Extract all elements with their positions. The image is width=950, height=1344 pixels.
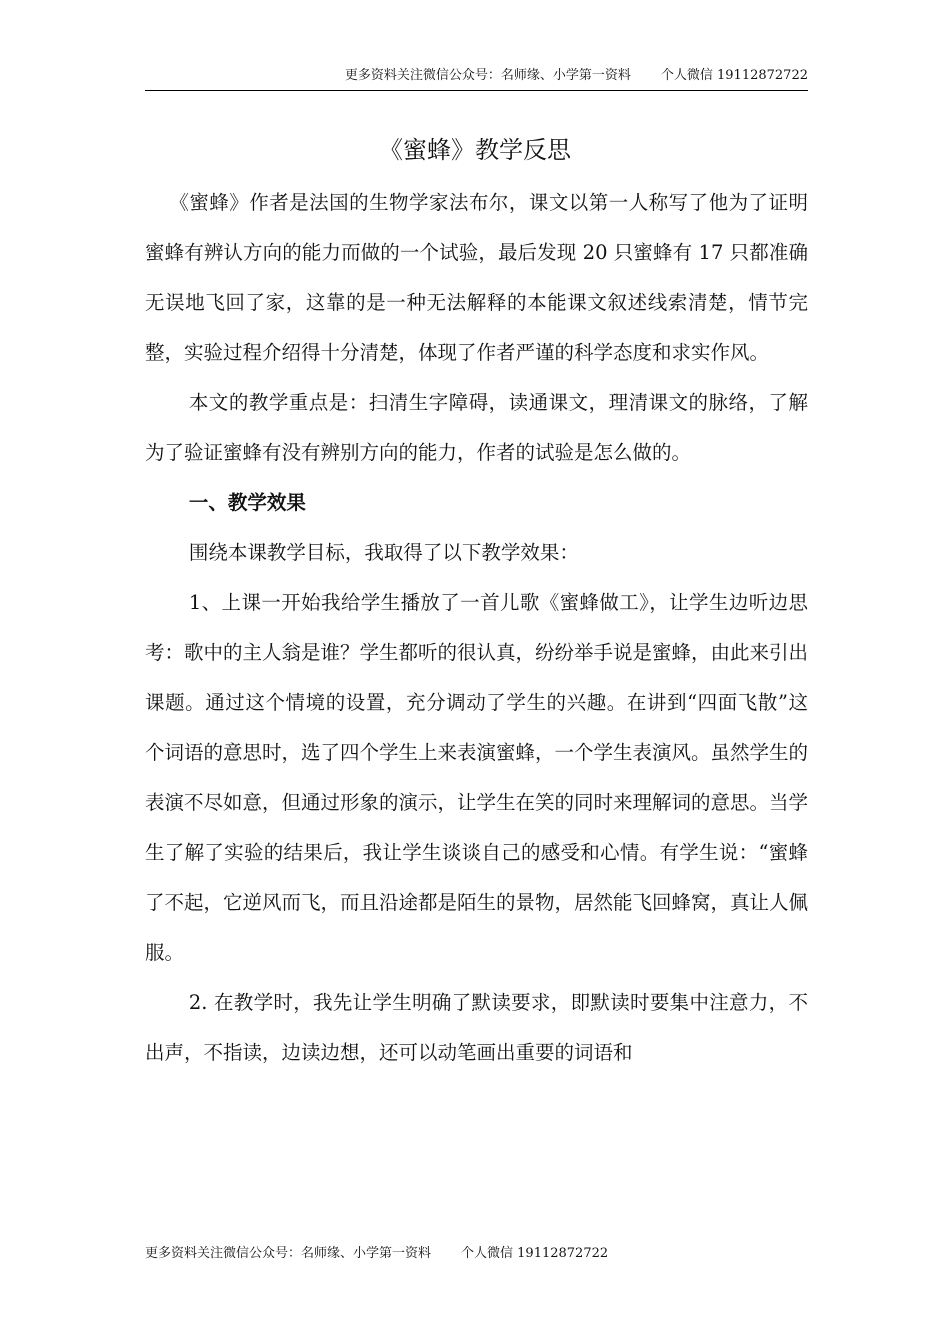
- paragraph-point-1: 1、上课一开始我给学生播放了一首儿歌《蜜蜂做工》，让学生边听边思考：歌中的主人翁是谁？学生都听的很认真，纷纷举手说是蜜蜂，由此来引出课题。通过这个情境的设置，充分调动了学生的兴趣。在讲到“四面飞散”这个词语的意思时，选了四个学生上来表演蜜蜂，一个学生表演风。虽然学生的表演不尽如意，但通过形象的演示，让学生在笑的同时来理解词的意思。当学生了解了实验的结果后，我让学生谈谈自己的感受和心情。有学生说：“蜜蜂了不起，它逆风而飞，而且沿途都是陌生的景物，居然能飞回蜂窝，真让人佩服。: [145, 591, 809, 964]
- paragraph-intro: 《蜜蜂》作者是法国的生物学家法布尔，课文以第一人称写了他为了证明蜜蜂有辨认方向的能力而做的一个试验，最后发现 20 只蜜蜂有 17 只都准确无误地飞回了家，这靠的是一种无法解释的本能课文叙述线索清楚，情节完整，实验过程介绍得十分清楚，体现了作者严谨的科学态度和求实作风。: [145, 191, 808, 364]
- footer-left-text: 更多资料关注微信公众号：名师缘、小学第一资料: [145, 1246, 432, 1261]
- header-right-text: 个人微信 19112872722: [660, 68, 808, 83]
- page-footer: [145, 1244, 608, 1264]
- document-title: 《蜜蜂》教学反思: [379, 136, 571, 164]
- paragraph-effects-lead: 围绕本课教学目标，我取得了以下教学效果：: [188, 541, 579, 564]
- paragraph-focus: 本文的教学重点是：扫清生字障碍，读通课文，理清课文的脉络，了解为了验证蜜蜂有没有辨别方向的能力，作者的试验是怎么做的。: [145, 391, 808, 464]
- page-header: [145, 66, 808, 91]
- header-left-text: 更多资料关注微信公众号：名师缘、小学第一资料: [344, 68, 631, 83]
- paragraph-point-2: 2. 在教学时，我先让学生明确了默读要求，即默读时要集中注意力，不出声，不指读，边读边想，还可以动笔画出重要的词语和: [145, 991, 808, 1064]
- section-heading-effects: 一、教学效果: [188, 491, 306, 514]
- document-body: [145, 178, 808, 1078]
- footer-right-text: 个人微信 19112872722: [461, 1246, 609, 1261]
